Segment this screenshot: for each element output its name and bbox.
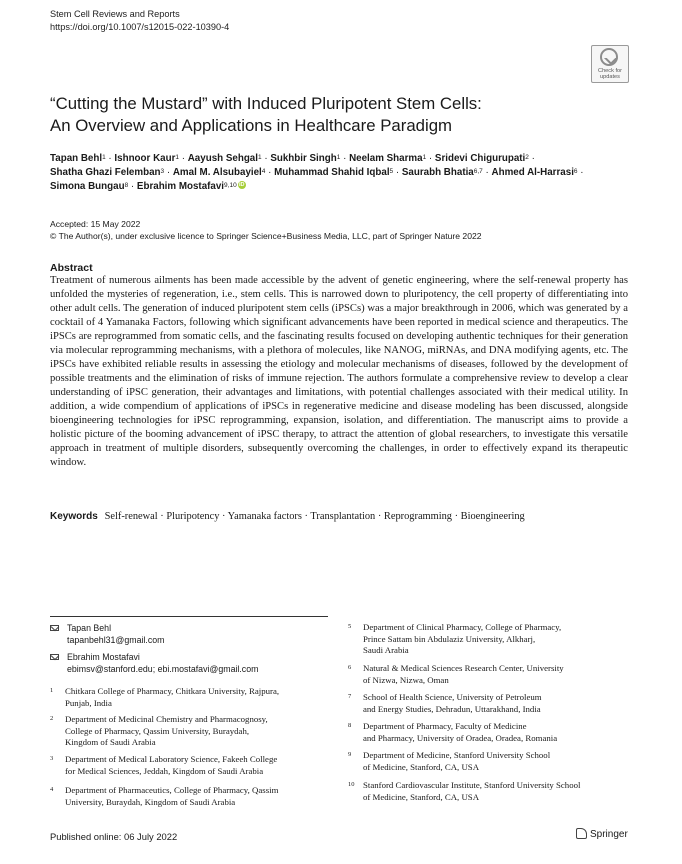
affiliation bbox=[348, 780, 633, 803]
title-line-2: An Overview and Applications in Healthcare Paradigm bbox=[50, 116, 453, 135]
author-line bbox=[50, 180, 640, 194]
badge-line-2: updates bbox=[600, 74, 620, 80]
affiliation-number: 6 bbox=[348, 664, 352, 671]
envelope-icon bbox=[50, 625, 59, 631]
author-separator: · bbox=[261, 153, 271, 164]
author-name[interactable]: Tapan Behl bbox=[50, 153, 103, 164]
author-separator: · bbox=[482, 167, 492, 178]
author-separator: · bbox=[128, 181, 137, 192]
affiliation bbox=[348, 721, 633, 744]
accepted-date: Accepted: 15 May 2022 bbox=[50, 219, 141, 229]
springer-horse-icon bbox=[576, 828, 587, 839]
affiliation-number: 8 bbox=[348, 722, 352, 729]
author-list bbox=[50, 152, 640, 194]
affiliation bbox=[348, 622, 633, 657]
corresponding-author-2 bbox=[50, 651, 258, 675]
affiliation-number: 1 bbox=[50, 687, 54, 694]
affiliation-number: 3 bbox=[50, 755, 54, 762]
affiliation-line: School of Health Science, University of Petroleum bbox=[363, 692, 542, 702]
copyright-notice: © The Author(s), under exclusive licence to Springer Science+Business Media, LLC, part of Springer Nature 2022 bbox=[50, 231, 482, 241]
affiliation bbox=[50, 686, 335, 709]
abstract-text: Treatment of numerous ailments has been made accessible by the advent of genetic engineering, where the self-renewal property has unfolded the mysteries of regeneration, i.e., stem cells. This is narrowed down to pluripotency, the cell property of differentiating into other adult cells. The generation of induced pluripotent stem cells (iPSCs) was a major breakthrough in 2006, which was generated by a cocktail of 4 Yamanaka Factors, following which significant advancements have been reported in medical science and therapeutics. The iPSCs are reprogrammed from somatic cells, and the fascinating results focused on developing authentic techniques for their generation via molecular reprogramming mechanisms, with a plethora of molecules, like NANOG, miRNAs, and DNA modifying agents, etc. The iPSCs have exhibited reliable results in assessing the etiology and molecular mechanisms of diseases, followed by the development of possible treatments and the elimination of risks of immune rejection. The authors formulate a comprehensive review to develop a clear understanding of iPSC generation, their advantages and limitations, with potential challenges associated with their medical utility. In addition, a wide compendium of applications of iPSCs in regenerative medicine and disease modeling has been discussed, alongside bioengineering technologies for iPSC reprogramming, expansion, isolation, and differentiation. The manuscript aims to provide a holistic picture of the booming advancement of iPSC therapy, to attract the attention of global researchers, to investigate this versatile approach in treatment of multiple disorders, subsequently overcoming the challenges, in order to effectively expand its therapeutic window. bbox=[50, 275, 628, 468]
affiliation-line: and Energy Studies, Dehradun, Uttarakhand, India bbox=[363, 703, 541, 714]
author-affiliation-sup: 9,10 bbox=[224, 182, 237, 189]
author-name[interactable]: Aayush Sehgal bbox=[187, 153, 258, 164]
author-separator: · bbox=[577, 167, 584, 178]
affiliation bbox=[50, 785, 335, 808]
author-affiliation-sup: 1 bbox=[336, 154, 341, 161]
corresponding-name: Ebrahim Mostafavi bbox=[67, 652, 140, 662]
affiliation-number: 10 bbox=[348, 781, 355, 788]
affiliation-number: 4 bbox=[50, 786, 54, 793]
affiliation-line: of Nizwa, Nizwa, Oman bbox=[363, 674, 449, 685]
affiliation-line: Punjab, India bbox=[65, 697, 112, 708]
author-affiliation-sup: 4 bbox=[261, 168, 266, 175]
affiliation-line: Prince Sattam bin Abdulaziz University, Alkharj, bbox=[363, 633, 536, 644]
affiliation-line: Department of Medical Laboratory Science, Fakeeh College bbox=[65, 754, 278, 764]
affiliation-line: Stanford Cardiovascular Institute, Stanford University School bbox=[363, 780, 581, 790]
affiliation-line: College of Pharmacy, Qassim University, Buraydah, bbox=[65, 725, 250, 736]
affiliation-number: 5 bbox=[348, 623, 352, 630]
affiliation-line: University, Buraydah, Kingdom of Saudi Arabia bbox=[65, 796, 236, 807]
affiliation-line: Kingdom of Saudi Arabia bbox=[65, 737, 156, 747]
affiliation-line: Saudi Arabia bbox=[363, 645, 409, 655]
affiliation-line: Department of Medicine, Stanford University School bbox=[363, 750, 551, 760]
affiliation-line: and Pharmacy, University of Oradea, Oradea, Romania bbox=[363, 732, 558, 743]
author-name[interactable]: Sridevi Chigurupati bbox=[434, 153, 526, 164]
affiliation-line: Department of Pharmacy, Faculty of Medicine bbox=[363, 721, 527, 731]
affiliation-number: 2 bbox=[50, 715, 54, 722]
affiliation-line: Chitkara College of Pharmacy, Chitkara University, Rajpura, bbox=[65, 686, 280, 696]
badge-line-1: Check for bbox=[598, 68, 622, 74]
affiliation-number: 9 bbox=[348, 751, 352, 758]
affiliation bbox=[348, 692, 633, 715]
footnote-divider bbox=[50, 616, 328, 617]
author-line bbox=[50, 152, 640, 166]
author-affiliation-sup: 6 bbox=[573, 168, 578, 175]
affiliation-line: Department of Medicinal Chemistry and Pharmacognosy, bbox=[65, 714, 268, 724]
author-name[interactable]: Simona Bungau bbox=[50, 181, 125, 192]
author-separator: · bbox=[393, 167, 402, 178]
author-affiliation-sup: 8 bbox=[124, 182, 129, 189]
affiliation-number: 7 bbox=[348, 693, 352, 700]
publisher-name: Springer bbox=[590, 829, 628, 841]
check-for-updates-icon bbox=[600, 48, 618, 66]
affiliation bbox=[348, 750, 633, 773]
author-affiliation-sup: 2 bbox=[525, 154, 529, 161]
author-separator: · bbox=[340, 153, 350, 164]
author-affiliation-sup: 3 bbox=[160, 168, 165, 175]
author-affiliation-sup: 6,7 bbox=[473, 168, 483, 175]
author-line bbox=[50, 166, 640, 180]
affiliation-line: of Medicine, Stanford, CA, USA bbox=[363, 761, 480, 772]
author-name[interactable]: Saurabh Bhatia bbox=[401, 167, 474, 178]
author-separator: · bbox=[105, 153, 115, 164]
author-name[interactable]: Ebrahim Mostafavi bbox=[136, 181, 225, 192]
author-separator: · bbox=[426, 153, 435, 164]
orcid-icon[interactable]: iD bbox=[238, 182, 245, 188]
author-name[interactable]: Shatha Ghazi Felemban bbox=[50, 167, 161, 178]
corresponding-email[interactable]: ebimsv@stanford.edu; ebi.mostafavi@gmail.com bbox=[67, 664, 259, 674]
affiliation-line: of Medicine, Stanford, CA, USA bbox=[363, 791, 480, 802]
article-title bbox=[50, 93, 610, 137]
affiliation bbox=[50, 754, 335, 777]
keywords-heading: Keywords bbox=[50, 511, 98, 522]
corresponding-email[interactable]: tapanbehl31@gmail.com bbox=[67, 635, 165, 645]
affiliation bbox=[348, 663, 633, 686]
author-separator: · bbox=[179, 153, 188, 164]
affiliation-line: Department of Clinical Pharmacy, College of Pharmacy, bbox=[363, 622, 562, 632]
envelope-icon bbox=[50, 654, 59, 660]
affiliation bbox=[50, 714, 335, 749]
affiliation-line: for Medical Sciences, Jeddah, Kingdom of Saudi Arabia bbox=[65, 765, 264, 776]
check-for-updates-badge[interactable] bbox=[591, 45, 629, 83]
author-affiliation-sup: 1 bbox=[102, 154, 106, 161]
journal-name: Stem Cell Reviews and Reports bbox=[50, 9, 180, 19]
published-date: Published online: 06 July 2022 bbox=[50, 831, 178, 842]
author-affiliation-sup: 1 bbox=[422, 154, 427, 161]
publisher-logo bbox=[576, 829, 628, 840]
author-name[interactable]: Ishnoor Kaur bbox=[114, 153, 176, 164]
author-name[interactable]: Sukhbir Singh bbox=[270, 153, 337, 164]
title-line-1: “Cutting the Mustard” with Induced Pluripotent Stem Cells: bbox=[50, 94, 482, 113]
author-affiliation-sup: 5 bbox=[389, 168, 394, 175]
corresponding-name: Tapan Behl bbox=[67, 623, 112, 633]
abstract-heading: Abstract bbox=[50, 262, 93, 274]
author-affiliation-sup: 1 bbox=[175, 154, 180, 161]
author-name[interactable]: Neelam Sharma bbox=[349, 153, 423, 164]
corresponding-author-1 bbox=[50, 622, 164, 646]
affiliation-line: Department of Pharmaceutics, College of Pharmacy, Qassim bbox=[65, 785, 279, 795]
author-name[interactable]: Ahmed Al‑Harrasi bbox=[491, 167, 574, 178]
doi-link[interactable]: https://doi.org/10.1007/s12015-022-10390-4 bbox=[50, 22, 230, 32]
author-name[interactable]: Muhammad Shahid Iqbal bbox=[274, 167, 390, 178]
affiliation-line: Natural & Medical Sciences Research Center, University bbox=[363, 663, 564, 673]
keywords bbox=[50, 510, 525, 524]
author-separator: · bbox=[528, 153, 535, 164]
author-name[interactable]: Amal M. Alsubayiel bbox=[172, 167, 262, 178]
author-separator: · bbox=[265, 167, 275, 178]
keywords-list: Self-renewal · Pluripotency · Yamanaka factors · Transplantation · Reprogramming · Bioengineering bbox=[104, 511, 525, 522]
author-separator: · bbox=[164, 167, 173, 178]
author-affiliation-sup: 1 bbox=[257, 154, 262, 161]
